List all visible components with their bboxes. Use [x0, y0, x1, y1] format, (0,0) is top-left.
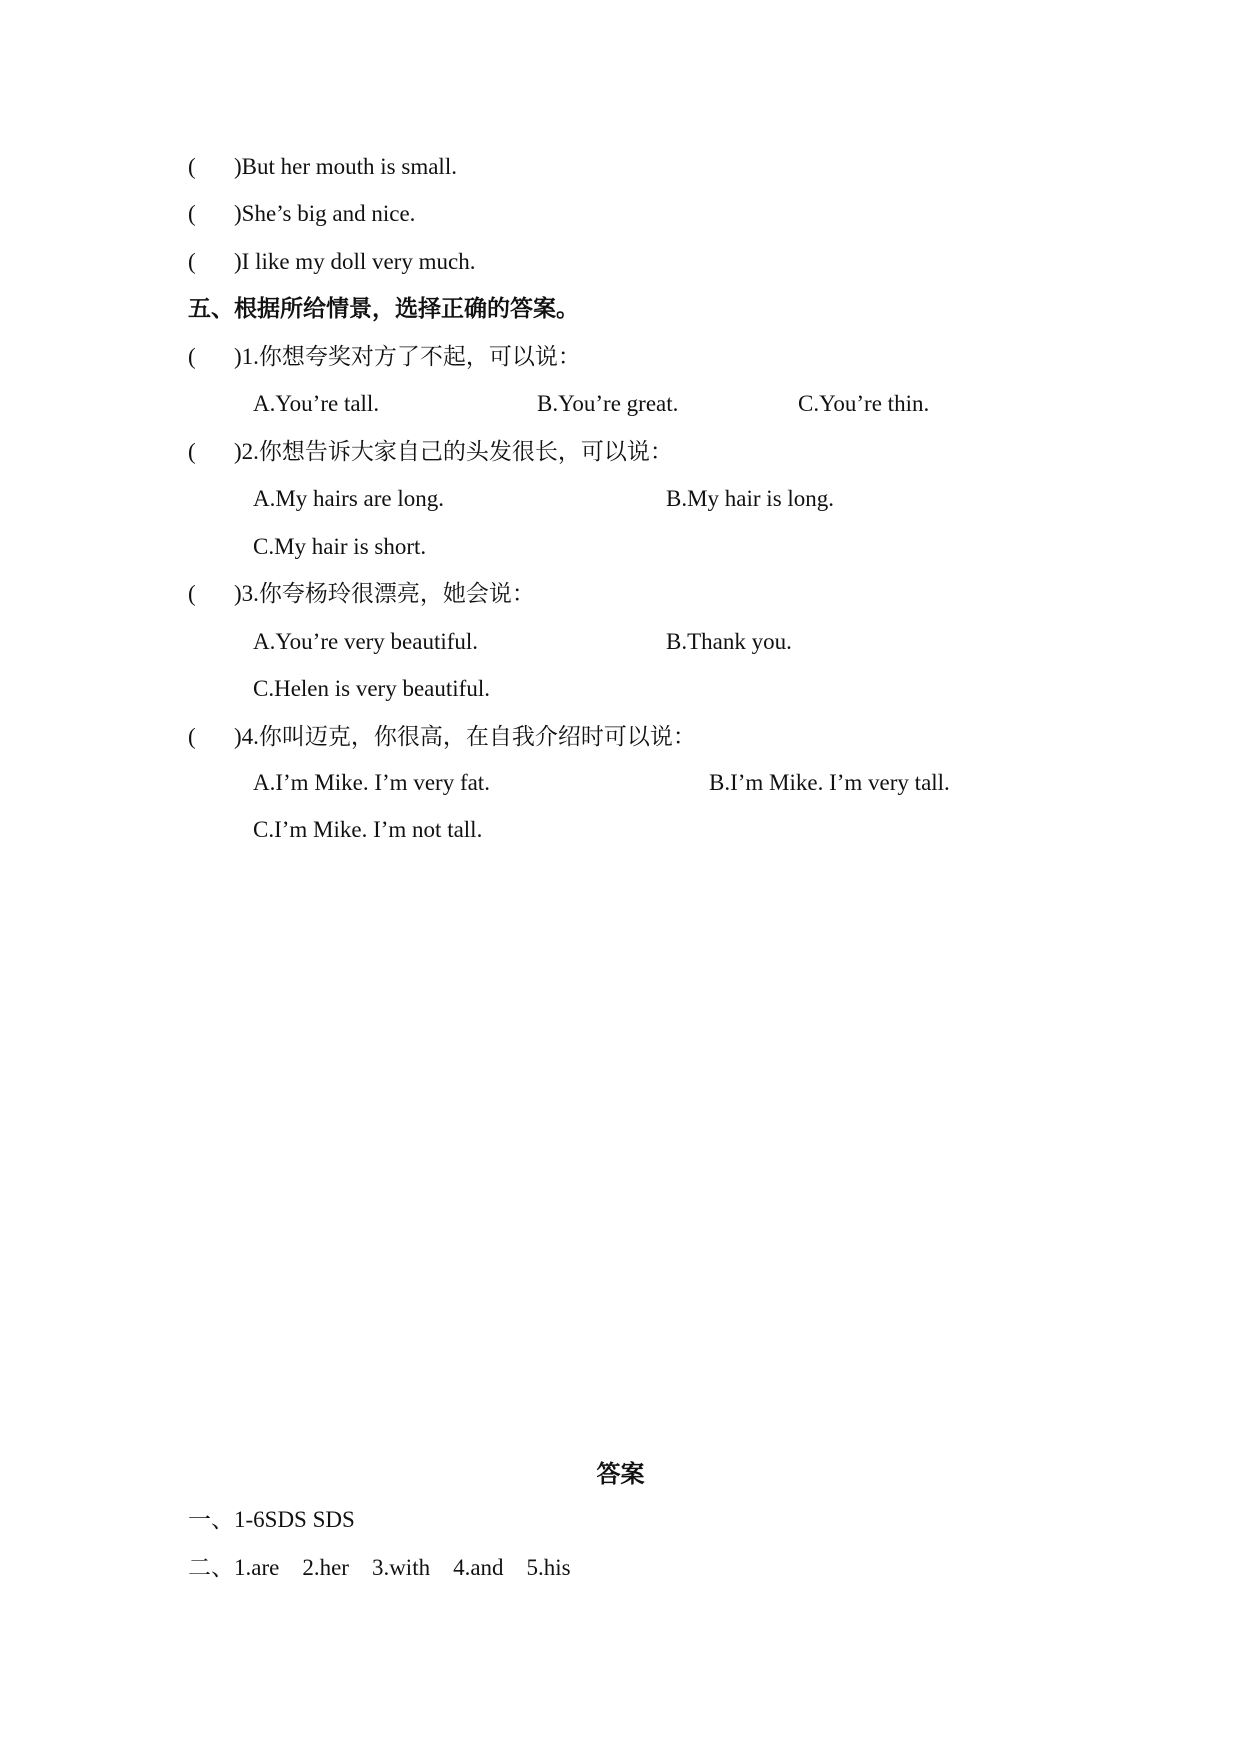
- option-c: C.My hair is short.: [253, 534, 427, 559]
- section-heading: 五、根据所给情景，选择正确的答案。: [188, 296, 579, 322]
- option-b: B.I’m Mike. I’m very tall.: [709, 770, 950, 795]
- option-a: A.You’re tall.: [253, 391, 380, 416]
- question-text: )3.你夸杨玲很漂亮，她会说：: [234, 581, 535, 606]
- order-item-text: )But her mouth is small.: [234, 154, 457, 179]
- option-b: B.My hair is long.: [666, 486, 835, 511]
- answer-line: 一、1-6SDS SDS: [188, 1507, 355, 1532]
- option-c: C.Helen is very beautiful.: [253, 676, 490, 701]
- option-c: C.You’re thin.: [798, 391, 930, 416]
- option-a: A.My hairs are long.: [253, 486, 444, 511]
- answer-blank[interactable]: (: [188, 581, 196, 606]
- option-b: B.You’re great.: [537, 391, 679, 416]
- answer-blank[interactable]: (: [188, 439, 196, 464]
- question-text: )1.你想夸奖对方了不起，可以说：: [234, 344, 581, 369]
- order-item-text: )She’s big and nice.: [234, 201, 416, 226]
- answer-blank[interactable]: (: [188, 344, 196, 369]
- option-a: A.You’re very beautiful.: [253, 629, 479, 654]
- question-text: )4.你叫迈克，你很高，在自我介绍时可以说：: [234, 724, 696, 749]
- option-c: C.I’m Mike. I’m not tall.: [253, 817, 483, 842]
- order-item-text: )I like my doll very much.: [234, 249, 476, 274]
- answer-blank[interactable]: (: [188, 249, 196, 274]
- answer-line: 二、1.are 2.her 3.with 4.and 5.his: [188, 1555, 571, 1580]
- answer-blank[interactable]: (: [188, 201, 196, 226]
- answer-blank[interactable]: (: [188, 724, 196, 749]
- option-a: A.I’m Mike. I’m very fat.: [253, 770, 490, 795]
- question-text: )2.你想告诉大家自己的头发很长，可以说：: [234, 439, 673, 464]
- option-b: B.Thank you.: [666, 629, 792, 654]
- answers-title: 答案: [596, 1460, 645, 1488]
- answer-blank[interactable]: (: [188, 154, 196, 179]
